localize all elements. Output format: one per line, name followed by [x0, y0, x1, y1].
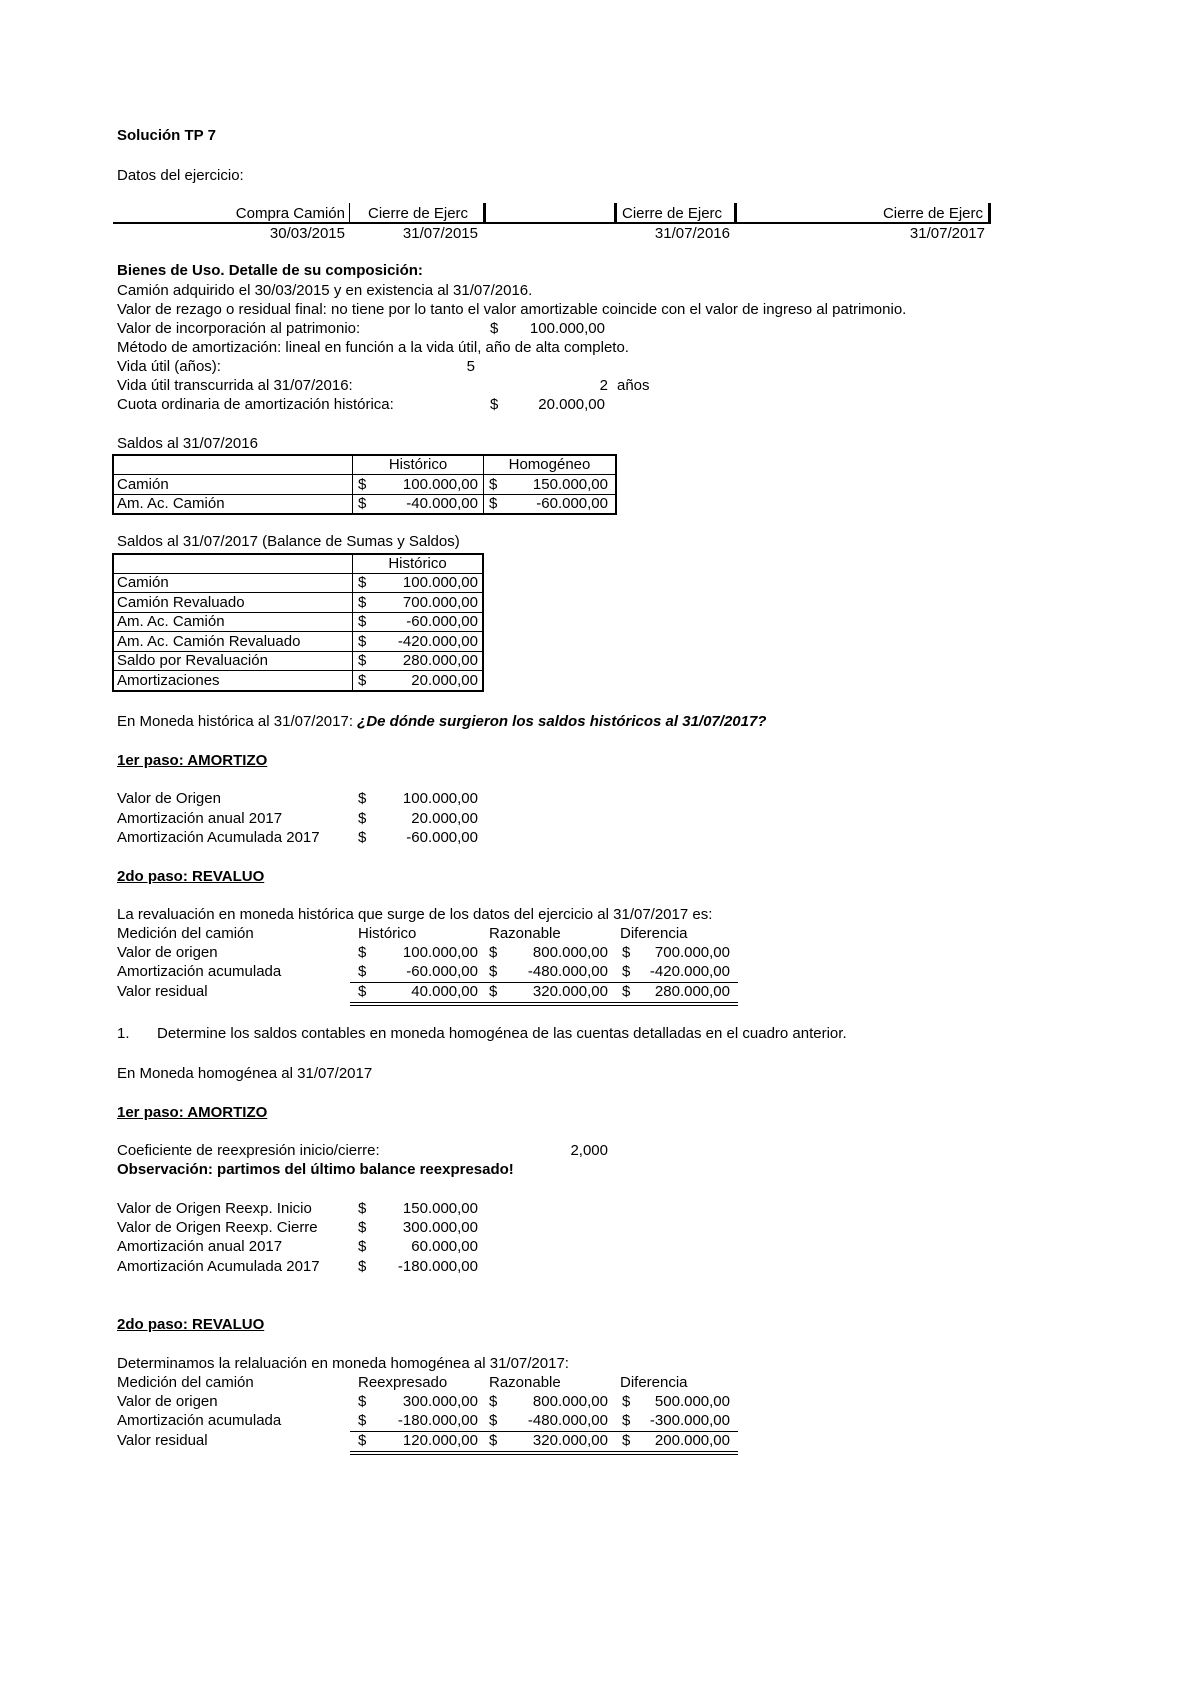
divider — [734, 203, 737, 223]
row-divider — [112, 670, 484, 671]
currency-sign: $ — [622, 1432, 631, 1449]
timeline-header-2: Cierre de Ejerc — [368, 205, 469, 222]
currency-sign: $ — [358, 1393, 367, 1410]
currency-sign: $ — [489, 495, 498, 512]
row-label: Valor de Origen — [117, 790, 221, 807]
coeficiente-label: Coeficiente de reexpresión inicio/cierre: — [117, 1142, 380, 1159]
cell-value: 200.000,00 — [654, 1432, 730, 1449]
cell-value: 100.000,00 — [402, 574, 478, 591]
row-label: Amortizaciones — [117, 672, 220, 689]
col-header: Razonable — [489, 925, 561, 942]
row-label: Am. Ac. Camión Revaluado — [117, 633, 301, 650]
cell-value: 700.000,00 — [654, 944, 730, 961]
cell-value: -60.000,00 — [406, 829, 478, 846]
currency-sign: $ — [490, 396, 499, 413]
col-header: Reexpresado — [358, 1374, 448, 1391]
total-rule — [350, 1005, 738, 1006]
cell-value: -480.000,00 — [527, 963, 608, 980]
col-header: Diferencia — [620, 925, 688, 942]
row-label: Valor de Origen Reexp. Cierre — [117, 1219, 318, 1236]
cell-value: 120.000,00 — [402, 1432, 478, 1449]
currency-sign: $ — [358, 963, 367, 980]
col-header-historico: Histórico — [388, 555, 447, 572]
cell-value: -480.000,00 — [527, 1412, 608, 1429]
currency-sign: $ — [358, 790, 367, 807]
cell-value: -180.000,00 — [397, 1412, 478, 1429]
cell-value: 800.000,00 — [532, 1393, 608, 1410]
currency-sign: $ — [358, 810, 367, 827]
vida-transcurrida-value: 2 — [599, 377, 608, 394]
timeline-date-3: 31/07/2016 — [654, 225, 730, 242]
page-title: Solución TP 7 — [117, 127, 216, 144]
currency-sign: $ — [358, 829, 367, 846]
divider — [988, 203, 991, 223]
cell-value: -60.000,00 — [536, 495, 608, 512]
row-label: Am. Ac. Camión — [117, 495, 225, 512]
currency-sign: $ — [358, 633, 367, 650]
cell-value: 700.000,00 — [402, 594, 478, 611]
cell-value: 100.000,00 — [402, 790, 478, 807]
currency-sign: $ — [622, 944, 631, 961]
timeline-date-2: 31/07/2015 — [402, 225, 478, 242]
cell-value: -420.000,00 — [397, 633, 478, 650]
cell-value: 280.000,00 — [402, 652, 478, 669]
cell-value: -420.000,00 — [649, 963, 730, 980]
valor-incorporacion-amount: 100.000,00 — [529, 320, 605, 337]
currency-sign: $ — [489, 963, 498, 980]
divider — [349, 203, 350, 223]
vida-transcurrida-label: Vida útil transcurrida al 31/07/2016: — [117, 377, 353, 394]
observacion: Observación: partimos del último balance reexpresado! — [117, 1161, 514, 1178]
question-number: 1. — [117, 1025, 130, 1042]
moneda-homogenea-line: En Moneda homogénea al 31/07/2017 — [117, 1065, 373, 1082]
row-label: Amortización anual 2017 — [117, 1238, 283, 1255]
cell-value: 20.000,00 — [411, 672, 478, 689]
currency-sign: $ — [622, 963, 631, 980]
coeficiente-value: 2,000 — [570, 1142, 608, 1159]
cell-value: -40.000,00 — [406, 495, 478, 512]
currency-sign: $ — [358, 1412, 367, 1429]
moneda-historica-line — [117, 713, 766, 731]
currency-sign: $ — [489, 1393, 498, 1410]
timeline-date-4: 31/07/2017 — [909, 225, 985, 242]
vida-util-label: Vida útil (años): — [117, 358, 221, 375]
row-label: Valor de origen — [117, 1393, 218, 1410]
currency-sign: $ — [358, 1219, 367, 1236]
row-label: Camión — [117, 574, 169, 591]
cell-value: 100.000,00 — [402, 476, 478, 493]
row-label: Amortización acumulada — [117, 963, 282, 980]
timeline-header-3: Cierre de Ejerc — [622, 205, 723, 222]
cell-value: 800.000,00 — [532, 944, 608, 961]
cell-value: 40.000,00 — [411, 983, 478, 1000]
currency-sign: $ — [489, 1412, 498, 1429]
row-label: Valor residual — [117, 983, 208, 1000]
row-divider — [112, 631, 484, 632]
paso2-homog-intro: Determinamos la relaluación en moneda homogénea al 31/07/2017: — [117, 1355, 569, 1372]
currency-sign: $ — [358, 1200, 367, 1217]
currency-sign: $ — [358, 1238, 367, 1255]
divider — [483, 203, 486, 223]
currency-sign: $ — [622, 983, 631, 1000]
cell-value: 280.000,00 — [654, 983, 730, 1000]
paso1-hist-heading: 1er paso: AMORTIZO — [117, 752, 268, 769]
cell-value: -180.000,00 — [397, 1258, 478, 1275]
currency-sign: $ — [358, 1432, 367, 1449]
col-header-homogeneo: Homogéneo — [508, 456, 591, 473]
vida-transcurrida-unit: años — [617, 377, 650, 394]
row-label: Camión Revaluado — [117, 594, 245, 611]
total-rule — [350, 1451, 738, 1452]
timeline-header-4: Cierre de Ejerc — [882, 205, 983, 222]
currency-sign: $ — [489, 1432, 498, 1449]
currency-sign: $ — [358, 594, 367, 611]
paso1-homog-heading: 1er paso: AMORTIZO — [117, 1104, 268, 1121]
cell-value: 300.000,00 — [402, 1219, 478, 1236]
currency-sign: $ — [358, 652, 367, 669]
cell-value: 20.000,00 — [411, 810, 478, 827]
cell-value: -60.000,00 — [406, 613, 478, 630]
cell-value: 300.000,00 — [402, 1393, 478, 1410]
saldos-2017-caption: Saldos al 31/07/2017 (Balance de Sumas y Saldos) — [117, 533, 460, 550]
divider — [614, 203, 617, 223]
row-label: Saldo por Revaluación — [117, 652, 268, 669]
currency-sign: $ — [622, 1412, 631, 1429]
currency-sign: $ — [358, 613, 367, 630]
moneda-historica-question: ¿De dónde surgieron los saldos históricos al 31/07/2017? — [357, 713, 767, 730]
col-header: Histórico — [358, 925, 417, 942]
cell-value: 150.000,00 — [532, 476, 608, 493]
bienes-line2: Valor de rezago o residual final: no tiene por lo tanto el valor amortizable coincide con el valor de ingreso al patrimonio. — [117, 301, 907, 318]
metodo-amortizacion: Método de amortización: lineal en función a la vida útil, año de alta completo. — [117, 339, 629, 356]
currency-sign: $ — [489, 944, 498, 961]
currency-sign: $ — [358, 476, 367, 493]
currency-sign: $ — [358, 672, 367, 689]
row-label: Valor de origen — [117, 944, 218, 961]
datos-label: Datos del ejercicio: — [117, 167, 244, 184]
bienes-heading: Bienes de Uso. Detalle de su composición: — [117, 262, 423, 279]
timeline-rule — [113, 222, 991, 224]
currency-sign: $ — [358, 495, 367, 512]
currency-sign: $ — [358, 944, 367, 961]
paso2-homog-heading: 2do paso: REVALUO — [117, 1316, 265, 1333]
col-divider — [352, 553, 353, 692]
row-label: Amortización Acumulada 2017 — [117, 829, 320, 846]
row-label: Am. Ac. Camión — [117, 613, 225, 630]
vida-util-value: 5 — [466, 358, 475, 375]
cell-value: 100.000,00 — [402, 944, 478, 961]
row-label: Camión — [117, 476, 169, 493]
col-header: Medición del camión — [117, 925, 254, 942]
cell-value: -60.000,00 — [406, 963, 478, 980]
cuota-label: Cuota ordinaria de amortización histórica: — [117, 396, 394, 413]
row-divider — [112, 592, 484, 593]
question-text: Determine los saldos contables en moneda homogénea de las cuentas detalladas en el cuadro anterior. — [157, 1025, 847, 1042]
row-label: Amortización Acumulada 2017 — [117, 1258, 320, 1275]
currency-sign: $ — [489, 476, 498, 493]
currency-sign: $ — [358, 983, 367, 1000]
currency-sign: $ — [358, 1258, 367, 1275]
col-header: Diferencia — [620, 1374, 688, 1391]
cell-value: 60.000,00 — [411, 1238, 478, 1255]
row-label: Amortización anual 2017 — [117, 810, 283, 827]
currency-sign: $ — [490, 320, 499, 337]
moneda-historica-prefix: En Moneda histórica al 31/07/2017: — [117, 713, 358, 730]
timeline-date-1: 30/03/2015 — [269, 225, 345, 242]
currency-sign: $ — [489, 983, 498, 1000]
row-label: Amortización acumulada — [117, 1412, 282, 1429]
total-rule — [350, 1454, 738, 1455]
cell-value: 500.000,00 — [654, 1393, 730, 1410]
paso2-hist-heading: 2do paso: REVALUO — [117, 868, 265, 885]
cell-value: -300.000,00 — [649, 1412, 730, 1429]
currency-sign: $ — [358, 574, 367, 591]
row-label: Valor de Origen Reexp. Inicio — [117, 1200, 312, 1217]
col-header: Razonable — [489, 1374, 561, 1391]
bienes-line1: Camión adquirido el 30/03/2015 y en existencia al 31/07/2016. — [117, 282, 533, 299]
cell-value: 320.000,00 — [532, 983, 608, 1000]
cell-value: 320.000,00 — [532, 1432, 608, 1449]
row-label: Valor residual — [117, 1432, 208, 1449]
col-header-historico: Histórico — [388, 456, 448, 473]
cell-value: 150.000,00 — [402, 1200, 478, 1217]
saldos-2016-caption: Saldos al 31/07/2016 — [117, 435, 258, 452]
total-rule — [350, 1002, 738, 1003]
timeline-header-1: Compra Camión — [235, 205, 345, 222]
row-divider — [112, 474, 617, 475]
col-header: Medición del camión — [117, 1374, 254, 1391]
paso2-hist-intro: La revaluación en moneda histórica que surge de los datos del ejercicio al 31/07/2017 es: — [117, 906, 713, 923]
cuota-amount: 20.000,00 — [538, 396, 605, 413]
valor-incorporacion-label: Valor de incorporación al patrimonio: — [117, 320, 361, 337]
currency-sign: $ — [622, 1393, 631, 1410]
